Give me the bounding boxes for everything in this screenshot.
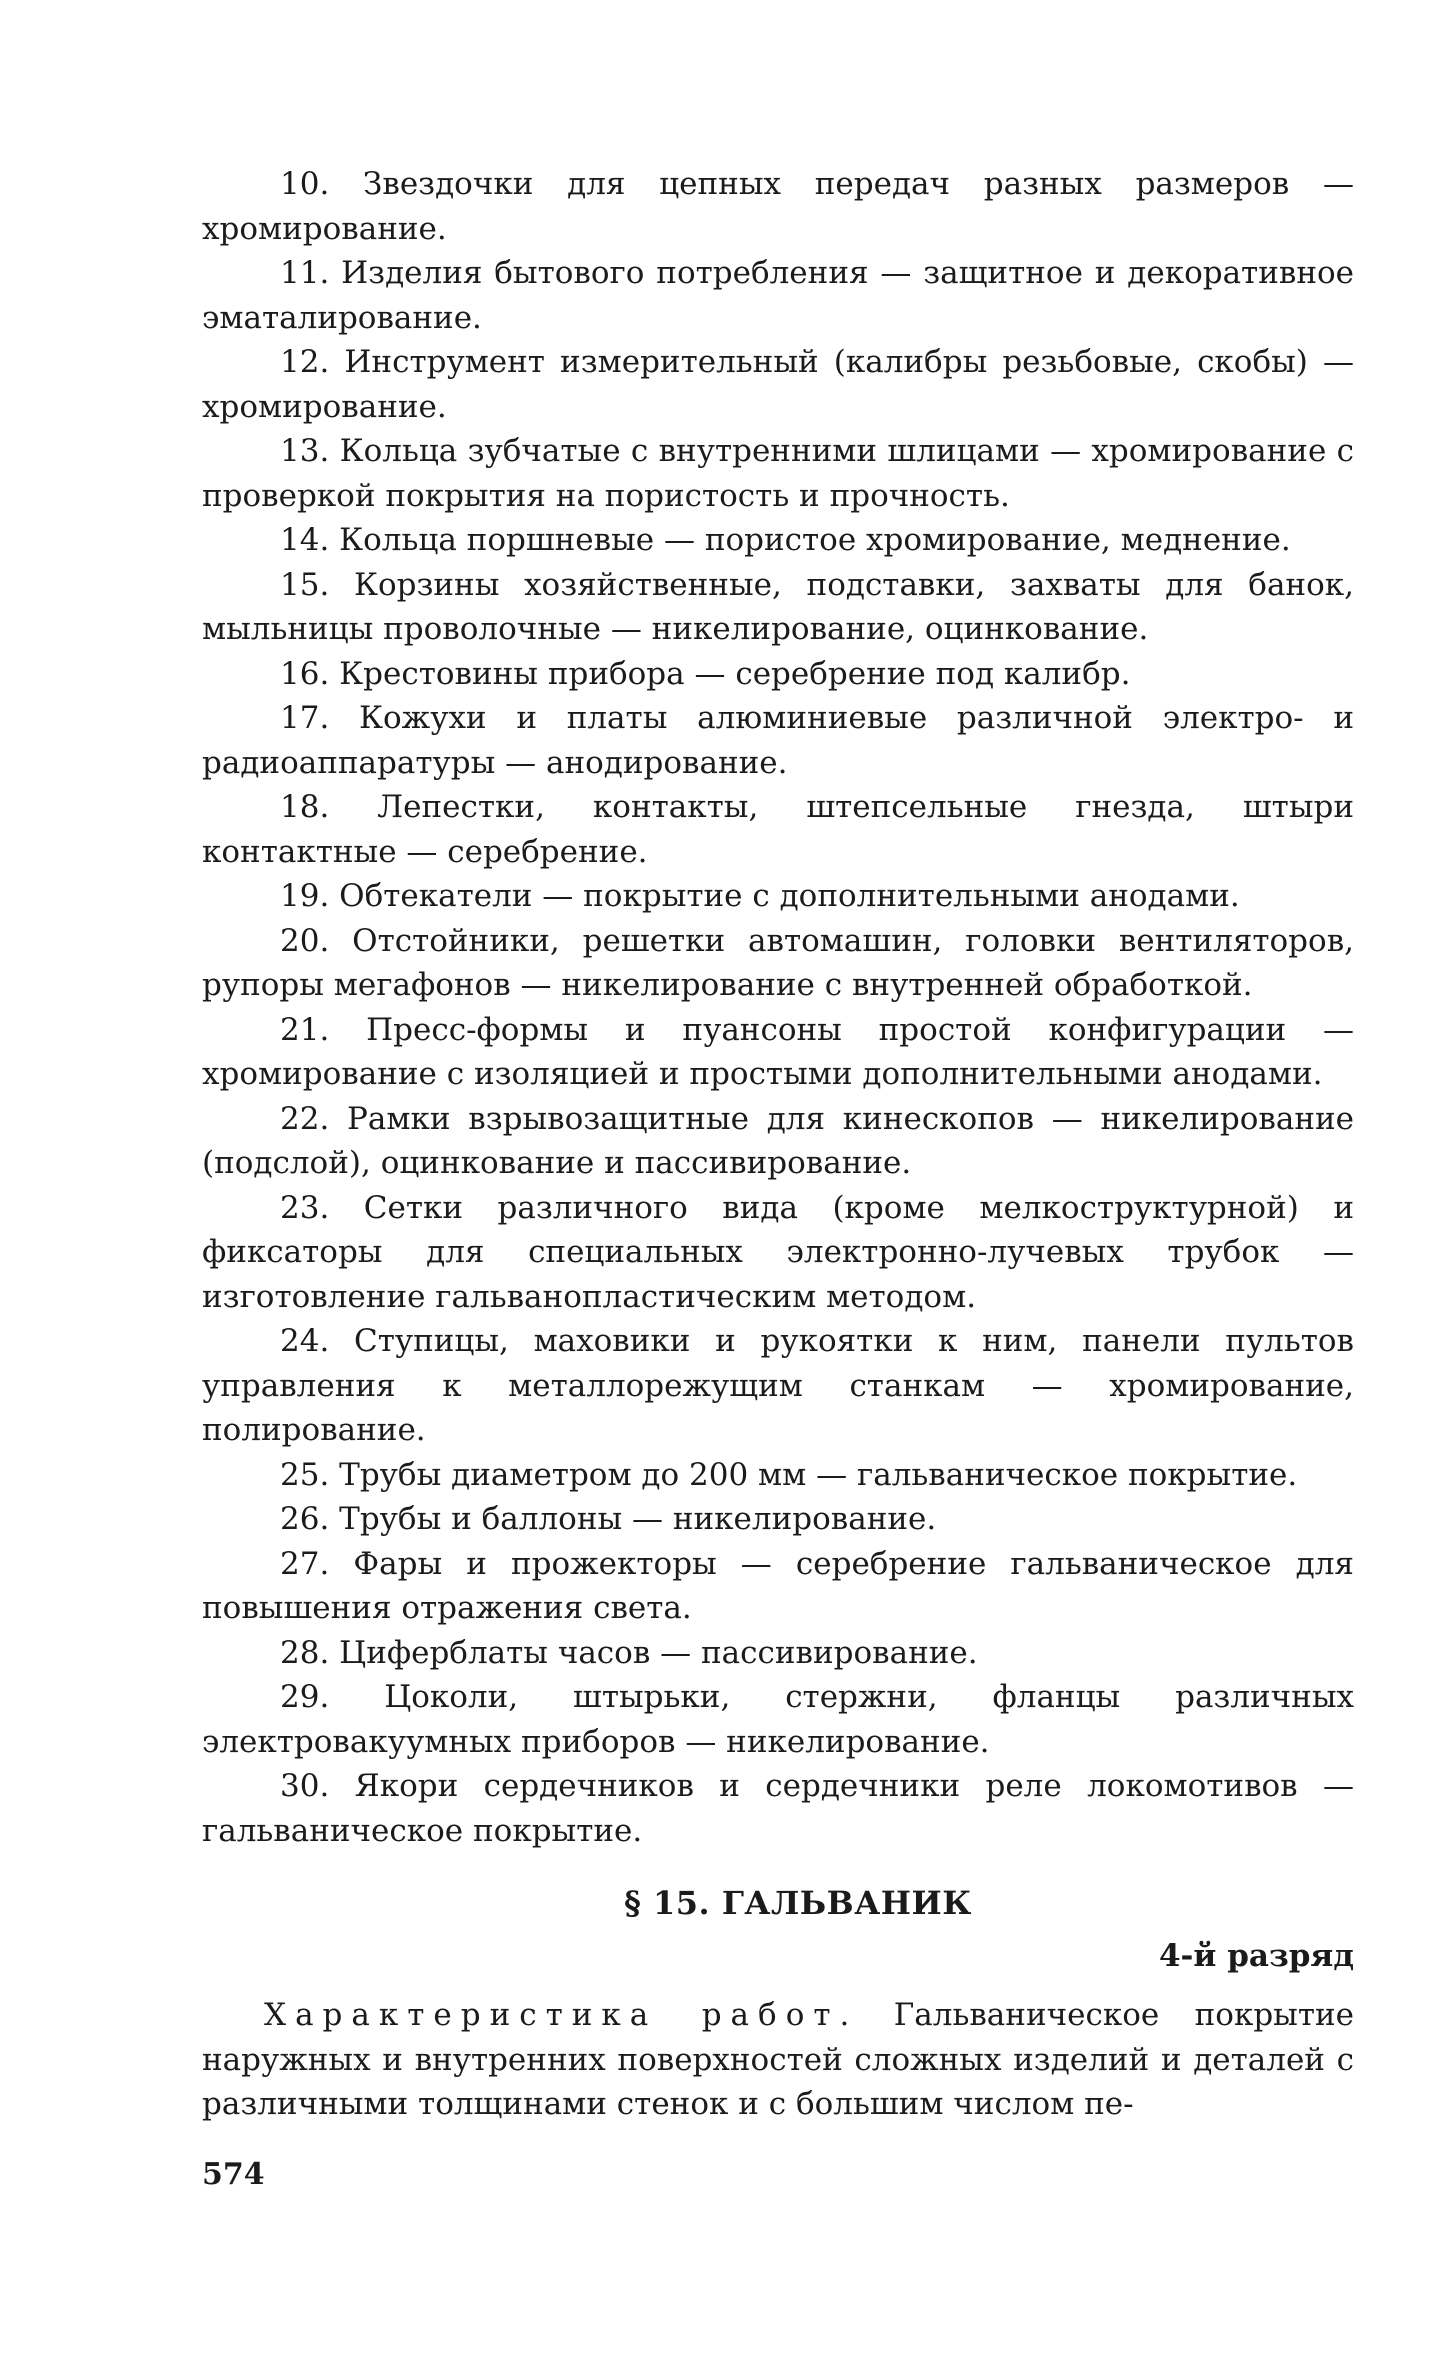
list-item: 29. Цоколи, штырьки, стержни, фланцы различных электровакуумных приборов — никелирование. <box>202 1679 1354 1760</box>
list-item: 22. Рамки взрывозащитные для кинескопов — никелирование (подслой), оцинкование и пассивирование. <box>202 1100 1354 1181</box>
section-title: § 15. ГАЛЬВАНИК <box>624 1884 972 1922</box>
list-item: 23. Сетки различного вида (кроме мелкоструктурной) и фиксаторы для специальных электронно-лучевых трубок — изготовление гальванопластическим методом. <box>202 1189 1354 1315</box>
list-item: 30. Якори сердечников и сердечники реле локомотивов — гальваническое покрытие. <box>202 1768 1354 1849</box>
list-item: 25. Трубы диаметром до 200 мм — гальваническое покрытие. <box>280 1456 1298 1493</box>
list-item: 12. Инструмент измерительный (калибры резьбовые, скобы) — хромирование. <box>202 344 1354 425</box>
list-item: 26. Трубы и баллоны — никелирование. <box>280 1501 937 1537</box>
items-list <box>202 162 1354 1853</box>
list-item: 14. Кольца поршневые — пористое хромирование, меднение. <box>280 522 1291 558</box>
work-characteristics-paragraph <box>202 1993 1354 2127</box>
list-item: 16. Крестовины прибора — серебрение под калибр. <box>280 655 1131 692</box>
page-body <box>202 162 1354 2127</box>
list-item: 28. Циферблаты часов — пассивирование. <box>280 1634 978 1671</box>
list-item: 13. Кольца зубчатые с внутренними шлицами — хромирование с проверкой покрытия на пористость и прочность. <box>202 433 1354 514</box>
list-item: 11. Изделия бытового потребления — защитное и декоративное эматалирование. <box>202 255 1354 336</box>
para-text: Гальваническое покрытие наружных и внутренних поверхностей сложных изделий и деталей с различными толщинами стенок и с большим числом пе- <box>202 1997 1354 2122</box>
list-item: 18. Лепестки, контакты, штепсельные гнезда, штыри контактные — серебрение. <box>202 789 1354 870</box>
list-item: 17. Кожухи и платы алюминиевые различной электро- и радиоаппаратуры — анодирование. <box>202 700 1354 781</box>
page-number: 574 <box>202 2157 265 2192</box>
list-item: 21. Пресс-формы и пуансоны простой конфигурации — хромирование с изоляцией и простыми дополнительными анодами. <box>202 1011 1354 1092</box>
list-item: 19. Обтекатели — покрытие с дополнительными анодами. <box>280 878 1240 914</box>
list-item: 27. Фары и прожекторы — серебрение гальваническое для повышения отражения света. <box>202 1545 1354 1626</box>
list-item: 10. Звездочки для цепных передач разных размеров — хромирование. <box>202 166 1354 247</box>
list-item: 15. Корзины хозяйственные, подставки, захваты для банок, мыльницы проволочные — никелирование, оцинкование. <box>202 566 1354 647</box>
list-item: 20. Отстойники, решетки автомашин, головки вентиляторов, рупоры мегафонов — никелирование с внутренней обработкой. <box>202 922 1354 1003</box>
para-lead: Характеристика работ. <box>264 1997 859 2033</box>
rank-heading: 4-й разряд <box>1158 1938 1354 1974</box>
list-item: 24. Ступицы, маховики и рукоятки к ним, панели пультов управления к металлорежущим станкам — хромирование, полирование. <box>202 1323 1354 1448</box>
